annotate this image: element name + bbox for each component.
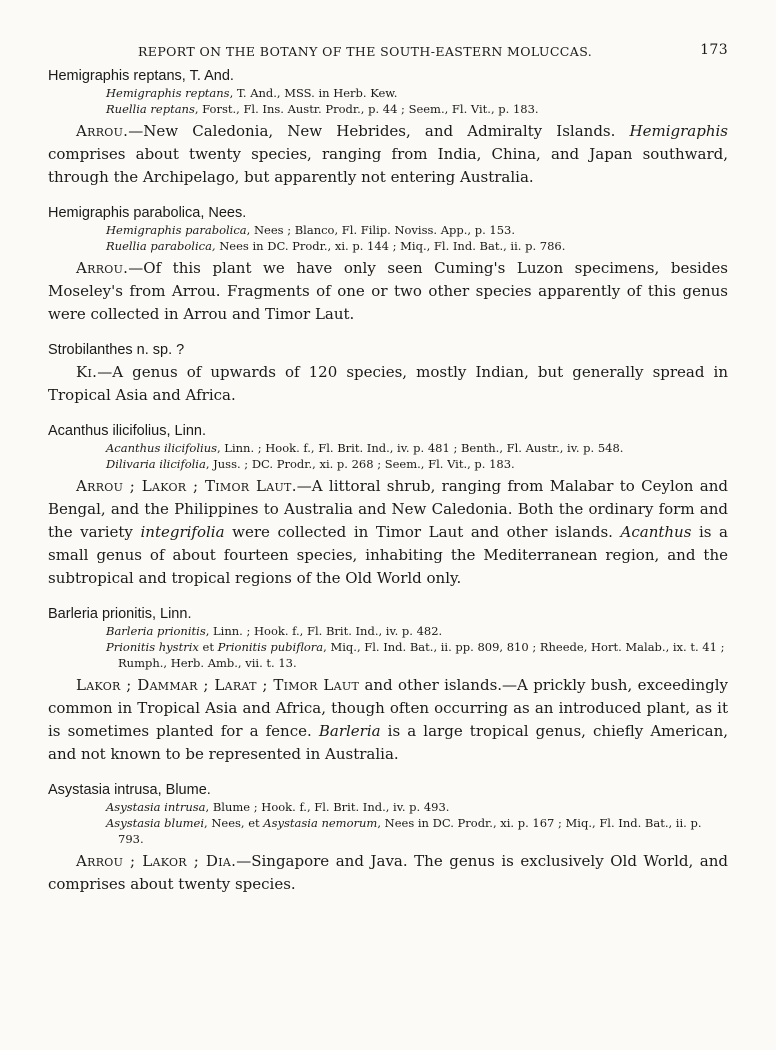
genus-name: Hemigraphis: [629, 122, 728, 140]
species-heading: [48, 606, 728, 622]
synonym-taxon: Ruellia parabolica,: [106, 239, 216, 253]
description-text: —Singapore and Java. The genus is exclusively Old World, and comprises about twenty species.: [48, 852, 728, 893]
entry-description: [48, 120, 728, 189]
species-author: , Linn.: [151, 606, 192, 622]
synonym-line: [48, 222, 728, 238]
species-entry: [48, 606, 728, 766]
species-entry: [48, 342, 728, 407]
description-text: —Of this plant we have only seen Cuming's Luzon specimens, besides Moseley's from Arrou. Fragments of one or two other species apparently of this genus were collected in Arrou and Timor Laut.: [48, 259, 728, 323]
synonym-taxon: Prionitis hystrix: [106, 640, 199, 654]
synonym-ref: , Nees in DC. Prodr., xi. p. 167 ; Miq., Fl. Ind. Bat., ii. p. 793.: [118, 816, 702, 846]
species-entry: [48, 68, 728, 189]
page-number: 173: [700, 42, 728, 58]
running-title: REPORT ON THE BOTANY OF THE SOUTH-EASTERN MOLUCCAS.: [138, 44, 593, 59]
synonym-taxon: Asystasia intrusa: [106, 800, 206, 814]
synonym-line: [48, 85, 728, 101]
synonym-taxon: Hemigraphis parabolica: [106, 223, 247, 237]
synonym-line: [48, 815, 728, 847]
species-author: , T. And.: [181, 68, 234, 84]
species-name: Hemigraphis reptans: [48, 68, 182, 84]
description-text: —New Caledonia, New Hebrides, and Admiralty Islands.: [128, 122, 630, 140]
species-entry: [48, 423, 728, 590]
species-name: Strobilanthes: [48, 342, 133, 358]
species-name: Barleria prionitis: [48, 606, 152, 622]
locality: Lakor ; Dammar ; Larat ; Timor Laut: [76, 676, 360, 694]
species-author: n. sp. ?: [132, 342, 185, 358]
synonym-taxon: Hemigraphis reptans: [106, 86, 230, 100]
page: [48, 40, 728, 912]
species-author: , Nees.: [200, 205, 247, 221]
synonym-ref: , Linn. ; Hook. f., Fl. Brit. Ind., iv. p. 482.: [205, 624, 443, 638]
variety-name: integrifolia: [140, 523, 225, 541]
species-entry: [48, 782, 728, 896]
species-heading: [48, 205, 728, 221]
synonym-ref: , Juss. ; DC. Prodr., xi. p. 268 ; Seem., Fl. Vit., p. 183.: [205, 457, 515, 471]
synonym-ref: , Nees ; Blanco, Fl. Filip. Noviss. App., p. 153.: [246, 223, 515, 237]
description-text: —A littoral shrub, ranging from Malabar to Ceylon and Bengal, and the Philippines to Australia and New Caledonia. Both the ordinary form and the variety: [48, 477, 728, 541]
description-text: —A genus of upwards of 120 species, mostly Indian, but generally spread in Tropical Asia and Africa.: [48, 363, 728, 404]
species-name: Hemigraphis parabolica: [48, 205, 201, 221]
synonym-ref: , Forst., Fl. Ins. Austr. Prodr., p. 44 ; Seem., Fl. Vit., p. 183.: [194, 102, 539, 116]
synonym-taxon: Asystasia nemorum: [263, 816, 378, 830]
description-text: is a small genus of about fourteen species, inhabiting the Mediterranean region, and the subtropical and tropical regions of the Old World only.: [48, 523, 728, 587]
entry-description: [48, 850, 728, 896]
locality: Ki.: [76, 363, 98, 381]
synonym-line: [48, 238, 728, 254]
species-author: , Linn.: [166, 423, 206, 439]
synonym-taxon: Ruellia reptans: [106, 102, 195, 116]
entry-description: [48, 475, 728, 590]
synonym-ref: Nees in DC. Prodr., xi. p. 144 ; Miq., Fl. Ind. Bat., ii. p. 786.: [215, 239, 566, 253]
species-heading: [48, 782, 728, 798]
species-heading: [48, 342, 728, 358]
description-text: and other islands.—A prickly bush, exceedingly common in Tropical Asia and Africa, though often occurring as an introduced plant, as it is sometimes planted for a fence.: [48, 676, 728, 740]
synonym-line: [48, 456, 728, 472]
synonym-line: [48, 440, 728, 456]
synonym-line: [48, 623, 728, 639]
locality: Arrou.: [76, 259, 129, 277]
locality: Arrou ; Lakor ; Dia.: [76, 852, 237, 870]
genus-name: Barleria: [318, 722, 381, 740]
species-name: Acanthus ilicifolius: [48, 423, 167, 439]
species-author: , Blume.: [157, 782, 211, 798]
genus-name: Acanthus: [620, 523, 692, 541]
synonym-ref: , Linn. ; Hook. f., Fl. Brit. Ind., iv. p. 481 ; Benth., Fl. Austr., iv. p. 548.: [217, 441, 624, 455]
species-heading: [48, 68, 728, 84]
running-head: [48, 40, 728, 68]
synonym-ref: , T. And., MSS. in Herb. Kew.: [229, 86, 398, 100]
description-text: is a large tropical genus, chiefly American, and not known to be represented in Australia.: [48, 722, 728, 763]
synonym-taxon: Asystasia blumei: [106, 816, 205, 830]
locality: Arrou ; Lakor ; Timor Laut.: [76, 477, 297, 495]
synonym-line: [48, 799, 728, 815]
synonym-taxon: Barleria prionitis: [106, 624, 206, 638]
description-text: comprises about twenty species, ranging from India, China, and Japan southward, through the Archipelago, but apparently not entering Australia.: [48, 145, 728, 186]
entry-description: [48, 361, 728, 407]
locality: Arrou.: [76, 122, 129, 140]
description-text: were collected in Timor Laut and other islands.: [224, 523, 621, 541]
synonym-ref: , Blume ; Hook. f., Fl. Brit. Ind., iv. p. 493.: [205, 800, 450, 814]
synonym-taxon: Dilivaria ilicifolia: [106, 457, 206, 471]
synonym-joiner: , Nees, et: [204, 816, 264, 830]
entry-description: [48, 257, 728, 326]
synonym-joiner: et: [198, 640, 218, 654]
species-name: Asystasia intrusa: [48, 782, 158, 798]
synonym-taxon: Acanthus ilicifolius: [106, 441, 217, 455]
synonym-ref: , Miq., Fl. Ind. Bat., ii. pp. 809, 810 ; Rheede, Hort. Malab., ix. t. 41 ; Rumph., Herb. Amb., vii. t. 13.: [118, 640, 725, 670]
synonym-taxon: Prionitis pubiflora: [217, 640, 324, 654]
species-heading: [48, 423, 728, 439]
species-entry: [48, 205, 728, 326]
synonym-line: [48, 639, 728, 671]
entry-description: [48, 674, 728, 766]
synonym-line: [48, 101, 728, 117]
